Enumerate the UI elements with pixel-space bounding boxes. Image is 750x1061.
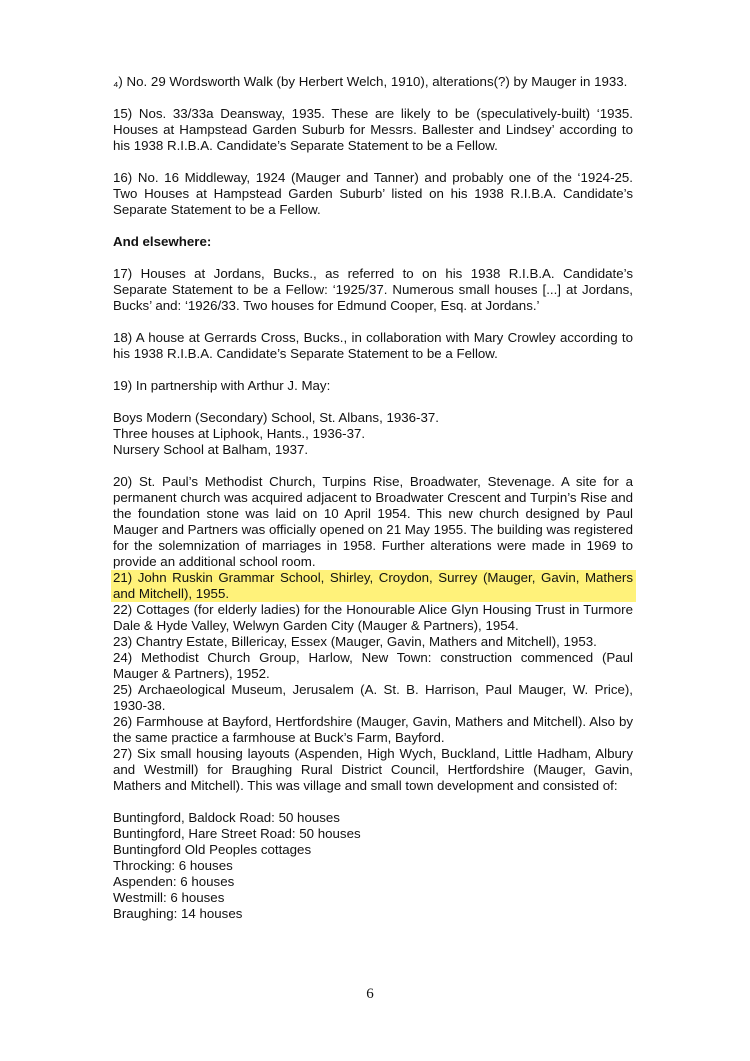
paragraph-item-15: 15) Nos. 33/33a Deansway, 1935. These are likely to be (speculatively-built) ‘1935. Houses at Hampstead Garden Suburb for Messrs. Ballester and Lindsey’ according to his 1938 R.I.B.A. Candidate’s Separate Statement to be a Fellow. xyxy=(113,106,633,153)
paragraph-item-14: ₄) No. 29 Wordsworth Walk (by Herbert Welch, 1910), alterations(?) by Mauger in 1933. xyxy=(113,74,628,89)
list-item: Buntingford Old Peoples cottages xyxy=(113,842,312,857)
paragraph-item-20: 20) St. Paul’s Methodist Church, Turpins Rise, Broadwater, Stevenage. A site for a permanent church was acquired adjacent to Broadwater Crescent and Turpin’s Rise and the foundation stone was laid on 10 April 1954. This new church designed by Paul Mauger and Partners was officially opened on 21 May 1955. The building was registered for the solemnization of marriages in 1958. Further alterations were made in 1969 to provide an additional school room. xyxy=(113,474,633,569)
list-item: Nursery School at Balham, 1937. xyxy=(113,442,309,457)
highlighted-paragraph-item-21: 21) John Ruskin Grammar School, Shirley, Croydon, Surrey (Mauger, Gavin, Mathers and Mitchell), 1955. xyxy=(111,570,636,602)
paragraph-item-24: 24) Methodist Church Group, Harlow, New Town: construction commenced (Paul Mauger & Partners), 1952. xyxy=(113,650,633,681)
list-item: Three houses at Liphook, Hants., 1936-37. xyxy=(113,426,366,441)
paragraph-item-19: 19) In partnership with Arthur J. May: xyxy=(113,378,331,393)
paragraph-item-23: 23) Chantry Estate, Billericay, Essex (Mauger, Gavin, Mathers and Mitchell), 1953. xyxy=(113,634,597,649)
paragraph-item-16: 16) No. 16 Middleway, 1924 (Mauger and Tanner) and probably one of the ‘1924-25. Two Houses at Hampstead Garden Suburb’ listed on his 1938 R.I.B.A. Candidate’s Separate Statement to be a Fellow. xyxy=(113,170,633,217)
list-item: Boys Modern (Secondary) School, St. Albans, 1936-37. xyxy=(113,410,439,425)
section-heading: And elsewhere: xyxy=(113,234,212,249)
paragraph-item-17: 17) Houses at Jordans, Bucks., as referred to on his 1938 R.I.B.A. Candidate’s Separate Statement to be a Fellow: ‘1925/37. Numerous small houses [...] at Jordans, Bucks’ and: ‘1926/33. Two houses for Edmund Cooper, Esq. at Jordans.’ xyxy=(113,266,633,313)
paragraph-item-22: 22) Cottages (for elderly ladies) for the Honourable Alice Glyn Housing Trust in Turmore Dale & Hyde Valley, Welwyn Garden City (Mauger & Partners), 1954. xyxy=(113,602,633,633)
housing-list xyxy=(113,810,633,922)
paragraph-item-18: 18) A house at Gerrards Cross, Bucks., in collaboration with Mary Crowley according to his 1938 R.I.B.A. Candidate’s Separate Statement to be a Fellow. xyxy=(113,330,633,361)
paragraph-item-25: 25) Archaeological Museum, Jerusalem (A. St. B. Harrison, Paul Mauger, W. Price), 1930-38. xyxy=(113,682,633,713)
list-item: Throcking: 6 houses xyxy=(113,858,233,873)
document-body xyxy=(113,74,633,922)
may-works-list xyxy=(113,410,633,458)
list-item: Buntingford, Hare Street Road: 50 houses xyxy=(113,826,361,841)
page-number: 6 xyxy=(366,986,374,1002)
list-item: Braughing: 14 houses xyxy=(113,906,243,921)
paragraph-item-26: 26) Farmhouse at Bayford, Hertfordshire (Mauger, Gavin, Mathers and Mitchell). Also by the same practice a farmhouse at Buck’s Farm, Bayford. xyxy=(113,714,633,745)
paragraph-item-27: 27) Six small housing layouts (Aspenden, High Wych, Buckland, Little Hadham, Albury and Westmill) for Braughing Rural District Council, Hertfordshire (Mauger, Gavin, Mathers and Mitchell). This was village and small town development and consisted of: xyxy=(113,746,633,793)
list-item: Westmill: 6 houses xyxy=(113,890,225,905)
list-item: Buntingford, Baldock Road: 50 houses xyxy=(113,810,340,825)
list-item: Aspenden: 6 houses xyxy=(113,874,235,889)
